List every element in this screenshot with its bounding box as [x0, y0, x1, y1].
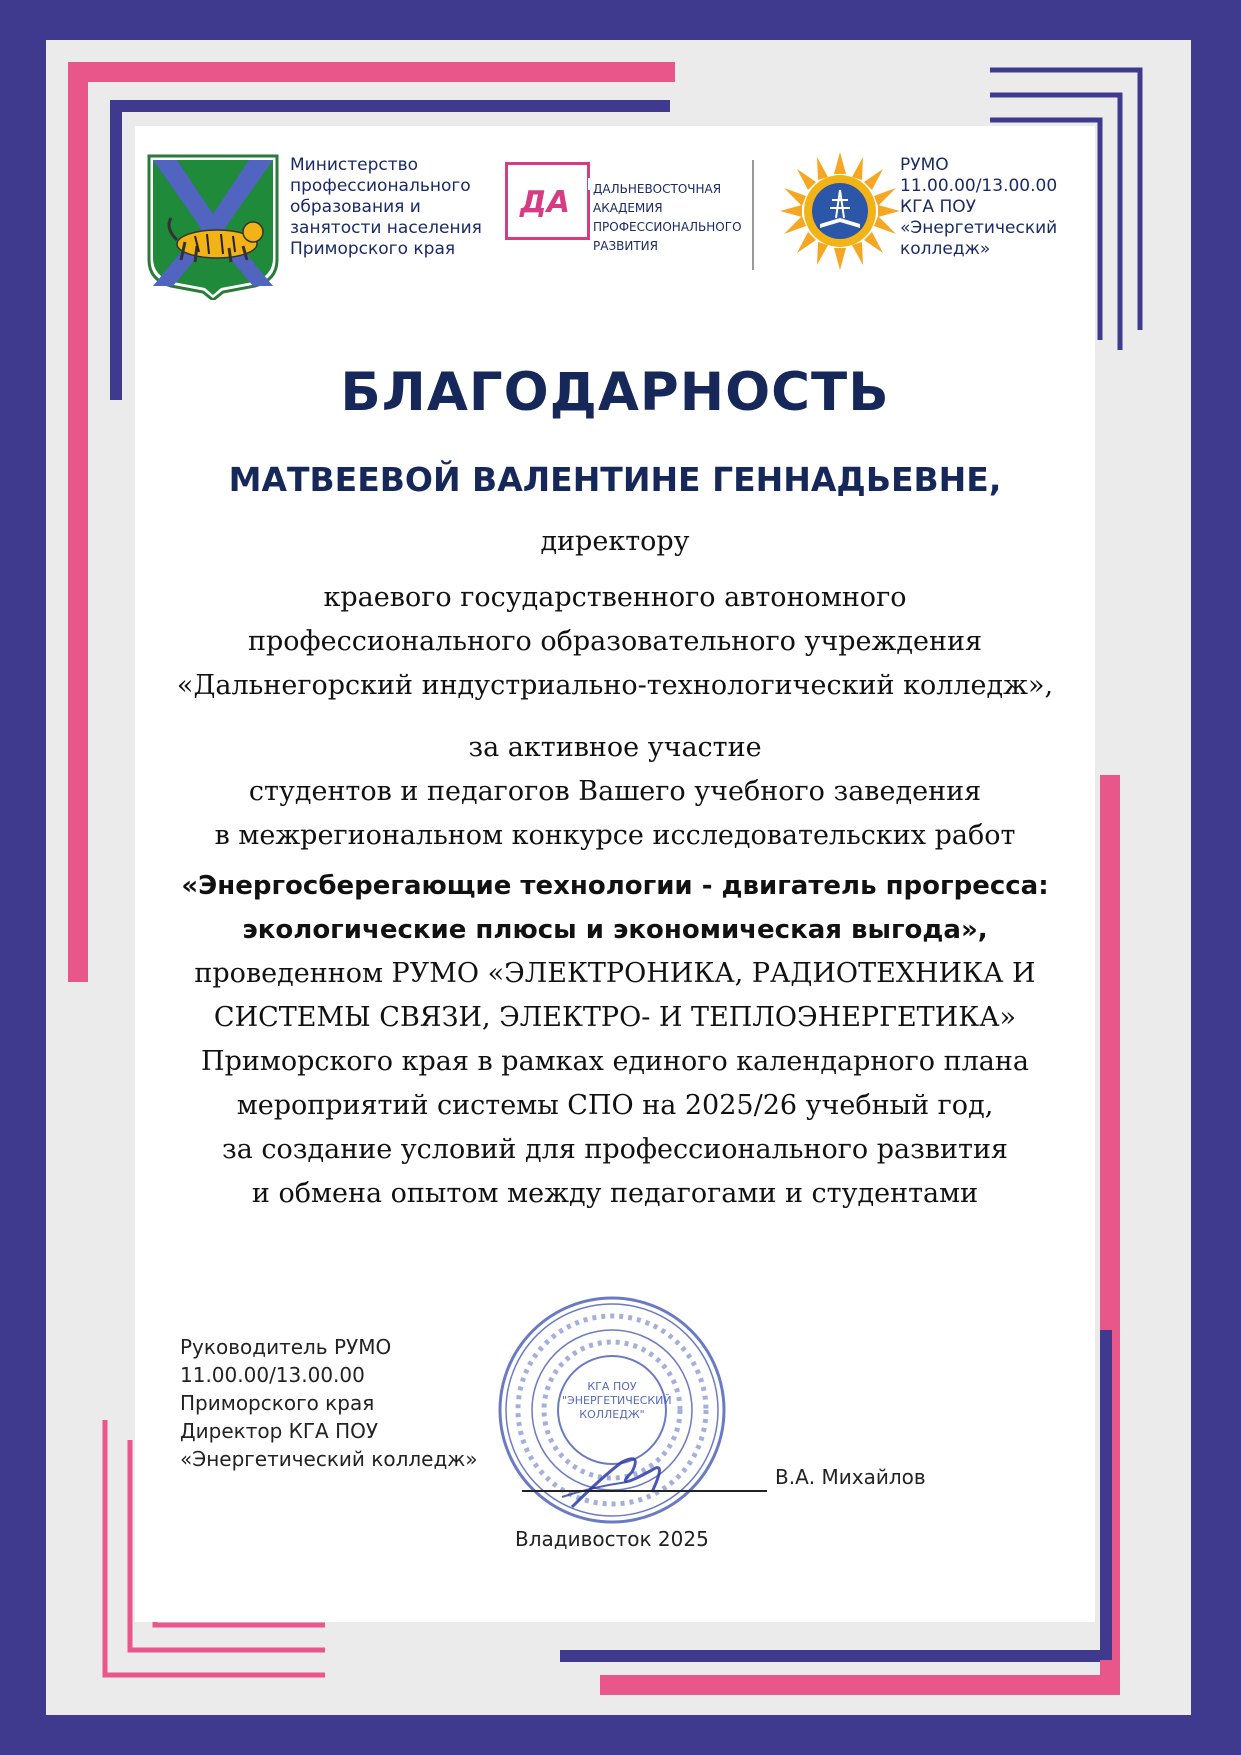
signatory-role: Руководитель РУМО 11.00.00/13.00.00 Приморского края Директор КГА ПОУ «Энергетический колледж»	[180, 1335, 478, 1471]
details-line: за создание условий для профессионального развития	[222, 1134, 1008, 1165]
frame-navy-right	[1100, 1330, 1112, 1660]
certificate-title: БЛАГОДАРНОСТЬ	[340, 362, 890, 423]
frame-navy-left	[110, 100, 122, 400]
reason-line: за активное участие	[468, 732, 762, 763]
reason-line: в межрегиональном конкурсе исследовательских работ	[214, 820, 1016, 851]
institution-line: профессионального образовательного учреждения	[248, 626, 982, 657]
contest-line: «Энергосберегающие технологии - двигатель прогресса:	[181, 871, 1049, 901]
recipient-position: директору	[540, 526, 690, 557]
institution-line: краевого государственного автономного	[323, 582, 907, 613]
details-block	[135, 952, 1095, 1216]
rumo-name: РУМО 11.00.00/13.00.00 КГА ПОУ «Энергетический колледж»	[900, 155, 1058, 259]
reason-block	[135, 726, 1095, 858]
signature-line	[522, 1490, 767, 1492]
signatory-name: В.А. Михайлов	[775, 1465, 926, 1489]
energy-college-logo	[780, 152, 900, 274]
frame-navy-top	[110, 100, 670, 112]
header-divider	[752, 160, 754, 270]
place-date: Владивосток 2025	[515, 1527, 709, 1551]
institution-line: «Дальнегорский индустриально-технологический колледж»,	[176, 670, 1054, 701]
details-line: проведенном РУМО «ЭЛЕКТРОНИКА, РАДИОТЕХНИКА И	[194, 958, 1036, 989]
academy-logo-box	[505, 162, 590, 240]
frame-pink-bottom	[600, 1675, 1120, 1695]
details-line: СИСТЕМЫ СВЯЗИ, ЭЛЕКТРО- И ТЕПЛОЭНЕРГЕТИКА»	[213, 1002, 1017, 1033]
contest-line: экологические плюсы и экономическая выгода»,	[242, 915, 988, 945]
stamp-center-text: КГА ПОУ "ЭНЕРГЕТИЧЕСКИЙ КОЛЛЕДЖ"	[562, 1380, 672, 1421]
details-line: и обмена опытом между педагогами и студентами	[251, 1178, 979, 1209]
ministry-name: Министерство профессионального образования и занятости населения Приморского края	[290, 155, 482, 259]
academy-name: ДАЛЬНЕВОСТОЧНАЯ АКАДЕМИЯ ПРОФЕССИОНАЛЬНОГО РАЗВИТИЯ	[593, 182, 742, 253]
contest-name-block	[135, 864, 1095, 952]
reason-line: студентов и педагогов Вашего учебного заведения	[248, 776, 982, 807]
primorye-coat-of-arms	[145, 152, 281, 304]
academy-monogram: ДА	[520, 185, 570, 220]
recipient-name: МАТВЕЕВОЙ ВАЛЕНТИНЕ ГЕННАДЬЕВНЕ,	[228, 460, 1002, 499]
details-line: мероприятий системы СПО на 2025/26 учебный год,	[236, 1090, 994, 1121]
institution-block	[135, 576, 1095, 708]
frame-navy-bottom	[560, 1650, 1100, 1662]
frame-pink-top	[68, 62, 675, 82]
details-line: Приморского края в рамках единого календарного плана	[201, 1046, 1029, 1077]
frame-pink-left	[68, 62, 88, 982]
